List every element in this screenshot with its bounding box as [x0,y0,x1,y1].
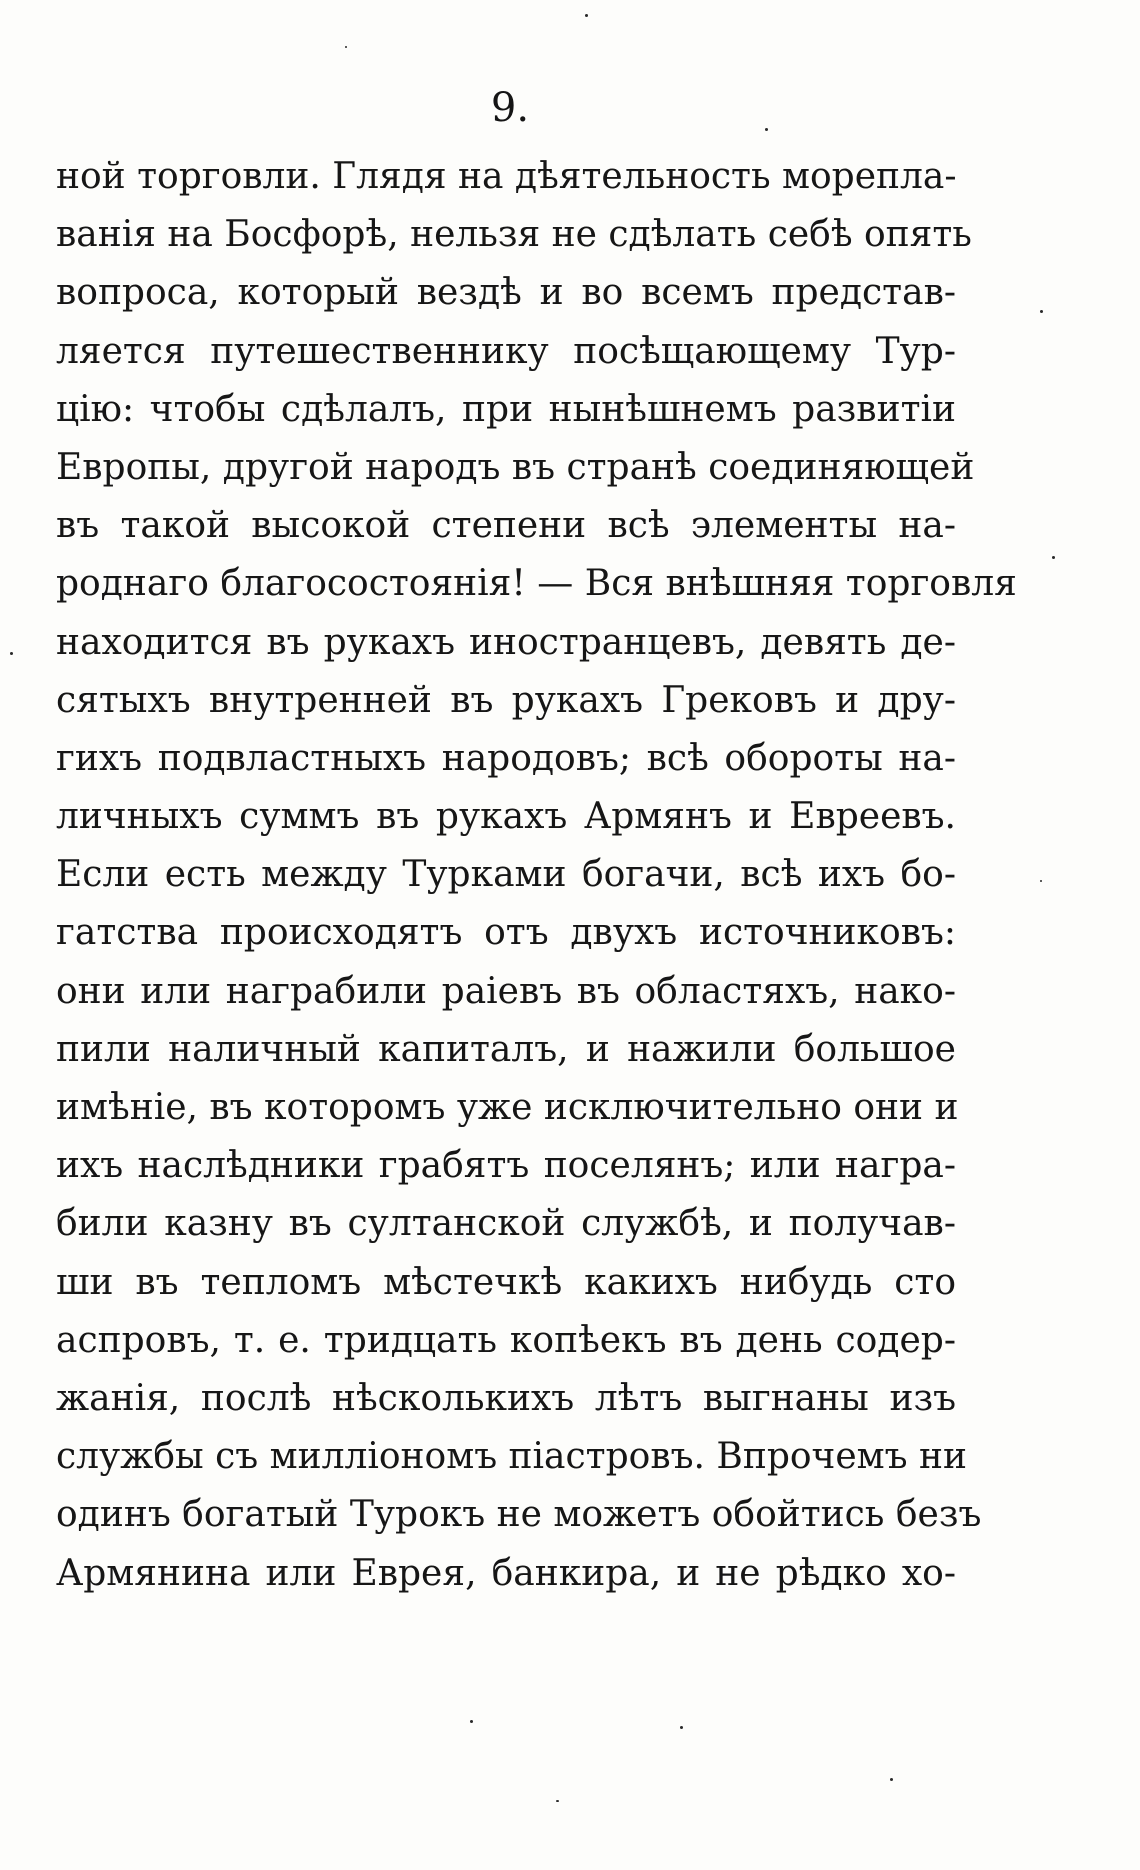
text-line: ляется путешественнику посѣщающему Тур- [56,330,956,372]
text-line: аспровъ, т. е. тридцать копѣекъ въ день содер- [56,1319,956,1361]
text-line: Европы, другой народъ въ странѣ соединяющей [56,446,975,488]
text-line: находится въ рукахъ иностранцевъ, девять де- [56,621,956,663]
text-line: роднаго благосостоянія! — Вся внѣшняя торговля [56,563,1017,605]
text-line: гихъ подвластныхъ народовъ; всѣ обороты на- [56,737,956,779]
scan-speck [1040,880,1042,882]
text-line: вопроса, который вездѣ и во всемъ представ- [56,272,956,314]
scan-speck [470,1720,473,1723]
scan-speck [1052,556,1055,559]
text-line: ихъ наслѣдники грабятъ поселянъ; или награ- [56,1145,956,1187]
text-line: службы съ милліономъ піастровъ. Впрочемъ ни [56,1436,967,1478]
text-line: ванія на Босфорѣ, нельзя не сдѣлать себѣ опять [56,214,972,256]
text-line: имѣніе, въ которомъ уже исключительно они и [56,1087,959,1128]
page-number: 9. [490,85,530,131]
text-line: личныхъ суммъ въ рукахъ Армянъ и Евреевъ. [56,796,956,838]
text-line: Если есть между Турками богачи, всѣ ихъ бо- [56,854,956,896]
text-line: пили наличный капиталъ, и нажили большое [56,1028,956,1070]
text-line: сятыхъ внутренней въ рукахъ Грековъ и дру- [56,679,956,721]
scan-speck [680,1726,683,1729]
text-line: ной торговли. Глядя на дѣятельность морепла- [56,156,957,197]
scan-speck [1040,310,1043,313]
scan-speck [10,652,13,655]
text-line: одинъ богатый Турокъ не можетъ обойтись безъ [56,1494,982,1536]
text-line: гатства происходятъ отъ двухъ источниковъ: [56,912,956,954]
text-line: они или награбили раіевъ въ областяхъ, нако- [56,970,956,1012]
text-line: въ такой высокой степени всѣ элементы на- [56,505,956,547]
text-line: били казну въ султанской службѣ, и получав- [56,1203,956,1245]
scan-speck [585,14,588,17]
body-text [56,148,1017,1603]
text-line: цію: чтобы сдѣлалъ, при нынѣшнемъ развитіи [56,388,956,430]
scan-speck [765,128,768,131]
scan-speck [556,1800,559,1802]
text-line: ши въ тепломъ мѣстечкѣ какихъ нибудь сто [56,1261,956,1303]
text-line: жанія, послѣ нѣсколькихъ лѣтъ выгнаны изъ [56,1377,956,1419]
scan-speck [890,1778,893,1781]
scan-speck [345,46,347,48]
text-line: Армянина или Еврея, банкира, и не рѣдко хо- [56,1552,956,1594]
